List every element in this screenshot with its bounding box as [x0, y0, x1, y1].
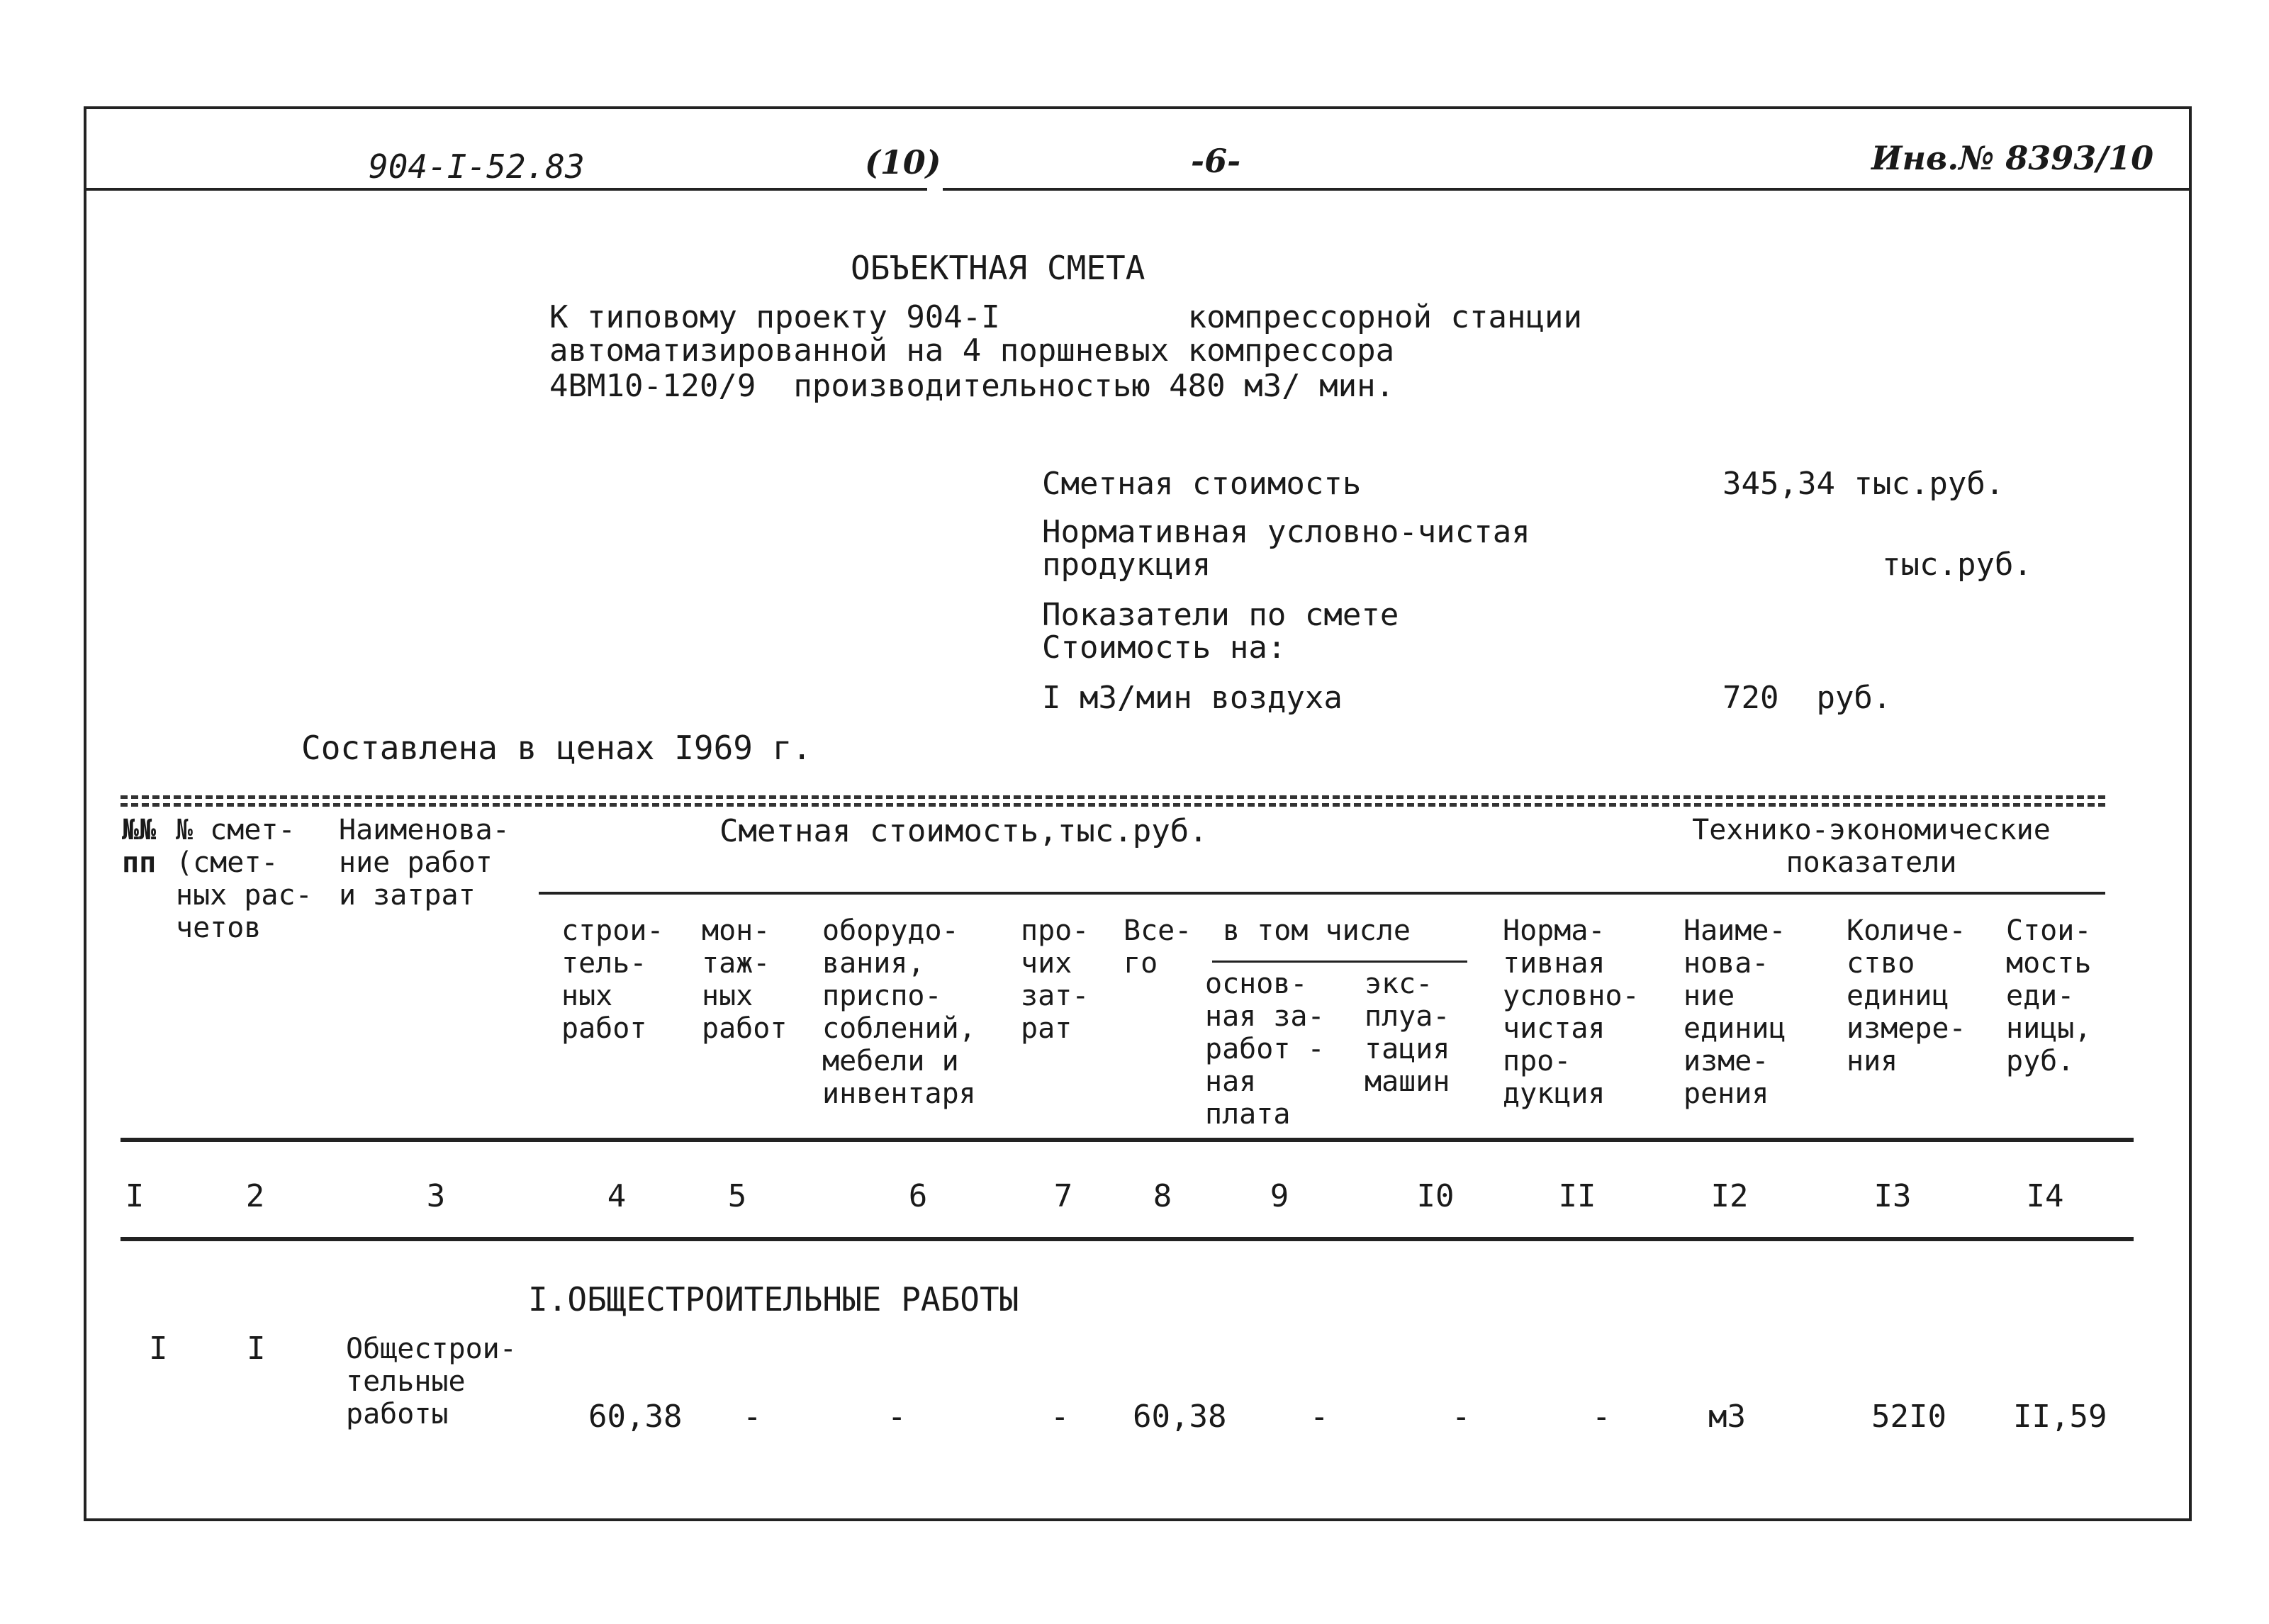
unit-cost-value: 720 руб.	[1722, 680, 1892, 716]
col-header-wages: основ- ная за- работ - ная плата	[1205, 968, 1325, 1131]
section-title: I.ОБЩЕСТРОИТЕЛЬНЫЕ РАБОТЫ	[528, 1280, 1019, 1318]
estimated-cost-label: Сметная стоимость	[1042, 466, 1362, 502]
col-number: II	[1558, 1178, 1596, 1214]
indicators-label-1: Показатели по смете	[1042, 597, 1399, 633]
row-cell-normative: -	[1592, 1399, 1611, 1435]
row-cell-work-name: Общестрои- тельные работы	[346, 1333, 517, 1430]
col-number: 9	[1270, 1178, 1289, 1214]
title-line-2: автоматизированной на 4 поршневых компрессора	[549, 332, 1395, 369]
col-header-construction: строи- тель- ных работ	[561, 914, 664, 1045]
title-line-1: К типовому проекту 904-I компрессорной станции	[549, 299, 1582, 335]
row-cell-wages: -	[1310, 1399, 1329, 1435]
tech-group-header: Технико-экономические показатели	[1692, 814, 2051, 879]
title-heading: ОБЪЕКТНАЯ СМЕТА	[851, 249, 1145, 287]
page-number: -6-	[1191, 142, 1241, 180]
col-number: 3	[426, 1178, 446, 1214]
incl-group-header: в том числе	[1223, 914, 1411, 947]
normative-product-label-2: продукция	[1042, 547, 1211, 583]
prices-note: Составлена в ценах I969 г.	[301, 729, 812, 767]
row-cell-quantity: 52I0	[1871, 1399, 1946, 1435]
col-header-quantity: Количе- ство единиц измере- ния	[1847, 914, 1966, 1077]
unit-cost-label: I м3/мин воздуха	[1042, 680, 1343, 716]
indicators-label-2: Стоимость на:	[1042, 629, 1287, 666]
row-cell-machinery: -	[1452, 1399, 1471, 1435]
table-top-rule-2	[121, 803, 2105, 807]
row-cell-construction: 60,38	[588, 1399, 683, 1435]
row-cell-unit-name: м3	[1708, 1399, 1746, 1435]
normative-product-value: тыс.руб.	[1882, 547, 2032, 583]
col-header-other: про- чих зат- рат	[1021, 914, 1089, 1045]
header-bottom-rule	[121, 1138, 2134, 1142]
col-number: I4	[2026, 1178, 2064, 1214]
header-underline-2	[943, 188, 2190, 191]
row-cell-unit-cost: II,59	[2013, 1399, 2107, 1435]
col-header-unit-name: Наиме- нова- ние единиц изме- рения	[1683, 914, 1786, 1110]
row-cell-total: 60,38	[1133, 1399, 1227, 1435]
col-header-work-name: Наименова- ние работ и затрат	[339, 814, 510, 912]
col-header-total: Все- го	[1124, 914, 1192, 980]
estimated-cost-value: 345,34 тыс.руб.	[1722, 466, 2005, 502]
col-header-row-number: №№ пп	[122, 814, 157, 879]
incl-rule	[1212, 961, 1467, 963]
row-cell-installation: -	[743, 1399, 762, 1435]
cost-group-header: Сметная стоимость,тыс.руб.	[719, 813, 1208, 849]
col-header-machinery: экс- плуа- тация машин	[1365, 968, 1450, 1098]
doc-code: 904-I-52.83	[369, 147, 585, 186]
normative-product-label-1: Нормативная условно-чистая	[1042, 514, 1530, 550]
header-underline	[84, 188, 927, 191]
col-header-equipment: оборудо- вания, приспо- соблений, мебели и инвентаря	[822, 914, 976, 1110]
col-header-installation: мон- таж- ных работ	[702, 914, 788, 1045]
row-cell-equipment: -	[887, 1399, 907, 1435]
group-rule	[539, 892, 2105, 895]
col-number: 8	[1153, 1178, 1172, 1214]
table-top-rule	[121, 795, 2105, 799]
col-number: I3	[1873, 1178, 1912, 1214]
col-header-estimate-number: № смет- (смет- ных рас- четов	[176, 814, 313, 944]
col-number: 6	[908, 1178, 928, 1214]
row-cell-other: -	[1051, 1399, 1070, 1435]
col-number: I2	[1710, 1178, 1749, 1214]
col-number: 2	[245, 1178, 265, 1214]
col-number: I	[125, 1178, 145, 1214]
title-line-3: 4ВМ10-120/9 производительностью 480 м3/ мин.	[549, 368, 1395, 404]
col-number: 4	[607, 1178, 627, 1214]
col-header-normative: Норма- тивная условно- чистая про- дукция	[1503, 914, 1640, 1110]
col-number: 7	[1053, 1178, 1073, 1214]
col-header-unit-cost: Стои- мость еди- ницы, руб.	[2006, 914, 2092, 1077]
row-cell-number: I	[149, 1331, 168, 1367]
row-cell-estimate: I	[247, 1331, 266, 1367]
col-number: I0	[1416, 1178, 1455, 1214]
col-number: 5	[727, 1178, 747, 1214]
sheet-number: (10)	[865, 143, 941, 181]
inventory-number: Инв.№ 8393/10	[1871, 139, 2154, 177]
numbers-bottom-rule	[121, 1237, 2134, 1241]
